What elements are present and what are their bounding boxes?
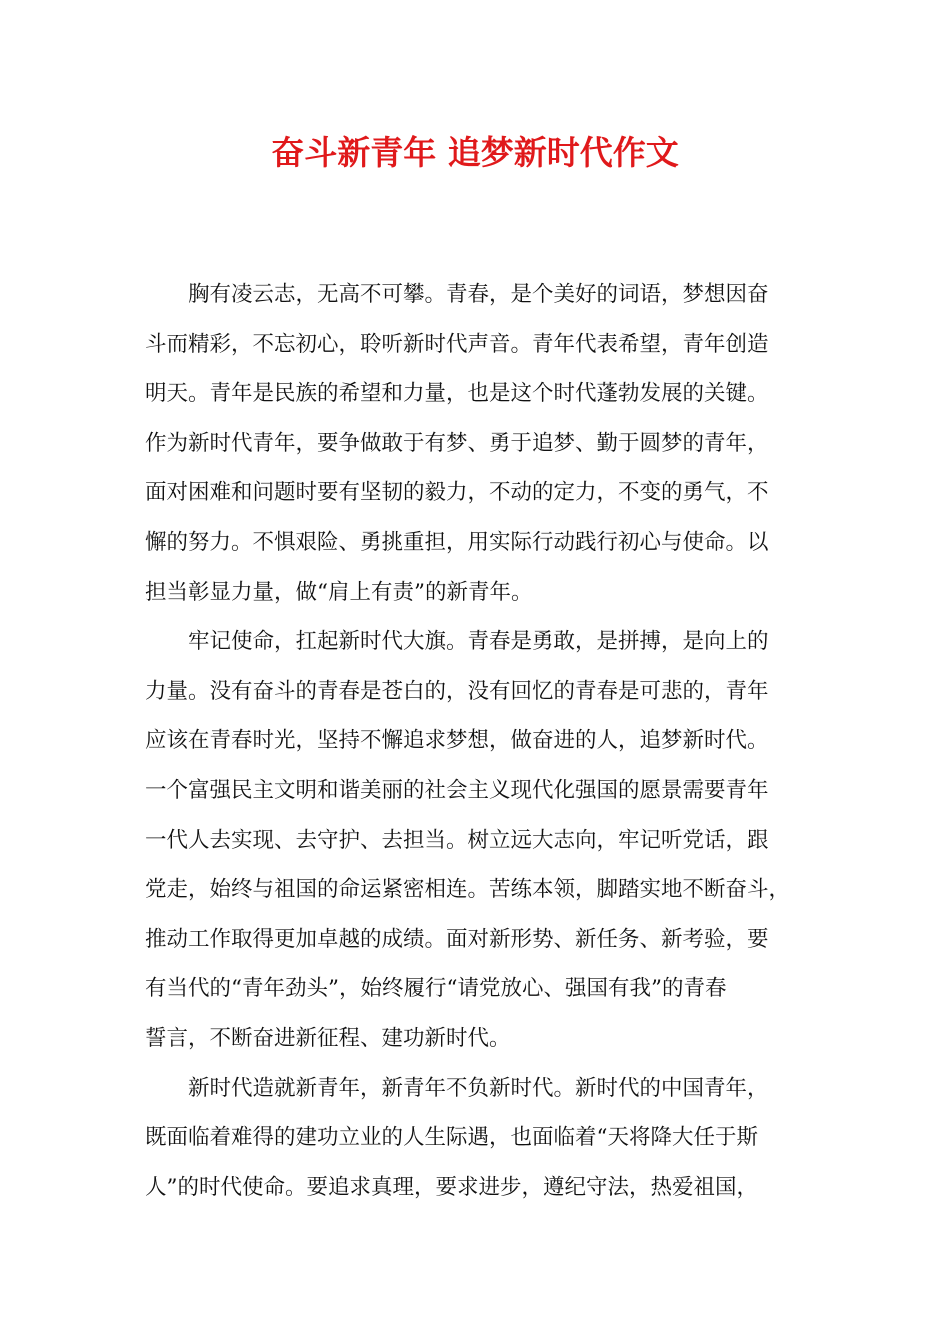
text-line: 一个富强民主文明和谐美丽的社会主义现代化强国的愿景需要青年: [145, 777, 769, 803]
text-line: 明天。青年是民族的希望和力量，也是这个时代蓬勃发展的关键。: [145, 381, 769, 407]
document-body: [145, 270, 825, 1212]
text-line: 力量。没有奋斗的青春是苍白的，没有回忆的青春是可悲的，青年: [145, 678, 769, 704]
text-line: 一代人去实现、去守护、去担当。树立远大志向，牢记听党话，跟: [145, 827, 769, 853]
text-line: 作为新时代青年，要争做敢于有梦、勇于追梦、勤于圆梦的青年，: [145, 430, 769, 456]
text-line: 推动工作取得更加卓越的成绩。面对新形势、新任务、新考验，要: [145, 926, 769, 952]
text-line: 誓言，不断奋进新征程、建功新时代。: [145, 1025, 511, 1051]
text-line: 新时代造就新青年，新青年不负新时代。新时代的中国青年，: [188, 1075, 769, 1101]
text-line: 担当彰显力量，做“肩上有责”的新青年。: [145, 579, 533, 605]
text-line: 面对困难和问题时要有坚韧的毅力，不动的定力，不变的勇气，不: [145, 480, 769, 506]
text-line: 既面临着难得的建功立业的人生际遇，也面临着“天将降大任于斯: [145, 1125, 758, 1151]
text-line: 斗而精彩，不忘初心，聆听新时代声音。青年代表希望，青年创造: [145, 331, 769, 357]
text-line: 有当代的“青年劲头”，始终履行“请党放心、强国有我”的青春: [145, 976, 727, 1002]
paragraph-3: [145, 1064, 825, 1213]
text-line: 党走，始终与祖国的命运紧密相连。苦练本领，脚踏实地不断奋斗，: [145, 877, 791, 903]
text-line: 应该在青春时光，坚持不懈追求梦想，做奋进的人，追梦新时代。: [145, 728, 769, 754]
text-line: 人”的时代使命。要追求真理，要求进步，遵纪守法，热爱祖国，: [145, 1174, 758, 1200]
text-line: 胸有凌云志，无高不可攀。青春，是个美好的词语，梦想因奋: [188, 282, 769, 307]
text-line: 牢记使命，扛起新时代大旗。青春是勇敢，是拼搏，是向上的: [188, 629, 769, 655]
paragraph-1: [145, 270, 825, 617]
text-line: 懈的努力。不惧艰险、勇挑重担，用实际行动践行初心与使命。以: [145, 529, 769, 555]
document-title: 奋斗新青年 追梦新时代作文: [271, 133, 679, 172]
paragraph-2: [145, 617, 825, 1063]
